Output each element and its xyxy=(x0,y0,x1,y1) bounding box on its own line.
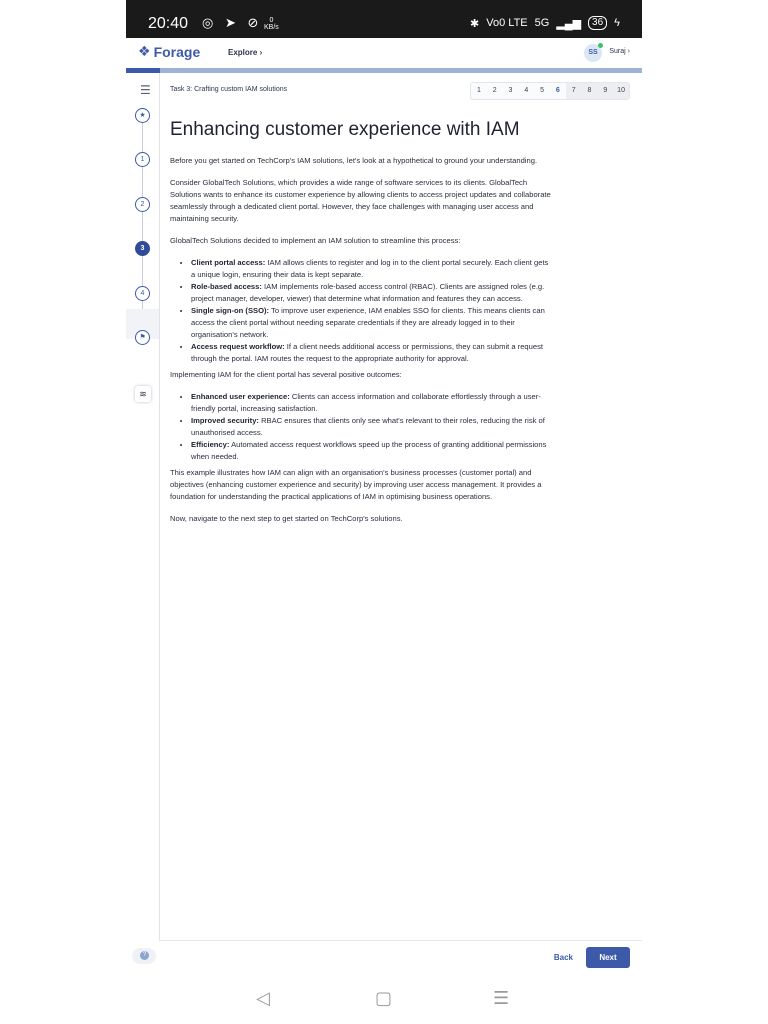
list-item xyxy=(191,281,554,305)
network-speed-value: 0 xyxy=(269,17,274,24)
page-stepper xyxy=(470,82,630,100)
explore-menu[interactable]: Explore › xyxy=(228,48,263,57)
list-item xyxy=(191,439,554,463)
page-1-link[interactable]: 1 xyxy=(476,87,481,94)
list-item-term: Enhanced user experience: xyxy=(191,392,290,401)
list-item-text: Automated access request workflows speed up the process of granting additional permissions when needed. xyxy=(191,440,547,461)
step-4[interactable]: 4 xyxy=(135,286,150,301)
solutions-list xyxy=(170,257,554,365)
decision-paragraph: GlobalTech Solutions decided to implement an IAM solution to streamline this process: xyxy=(170,236,461,245)
avatar-initials: SS xyxy=(588,49,598,56)
back-nav-icon[interactable]: ◁ xyxy=(256,988,270,1008)
wifi-icon[interactable]: ≋ xyxy=(135,386,151,402)
avatar[interactable] xyxy=(584,44,602,62)
outcomes-list xyxy=(170,391,554,463)
list-item-text: If a client needs additional access or permissions, they can submit a request through the portal. IAM routes the request to the appropriate authority for approval. xyxy=(191,342,544,363)
step-2[interactable]: 2 xyxy=(135,197,150,212)
bluetooth-icon: ✱ xyxy=(470,17,480,30)
task-label: Task 3: Crafting custom IAM solutions xyxy=(170,86,288,93)
list-item-text: To improve user experience, IAM enables SSO for clients. This means clients can access the client portal without needing separate credentials if they are already logged in to their organisation's network. xyxy=(191,306,545,339)
summary-paragraph: This example illustrates how IAM can align with an organisation's business processes (customer portal) and objectives (enhancing customer experience and security) by improving user access management. It provides a foundation for understanding the practical applications of IAM in optimising business operations. xyxy=(170,468,542,501)
network-type-indicator: 5G xyxy=(534,17,550,29)
list-item-term: Role-based access: xyxy=(191,282,262,291)
battery-level: 36 xyxy=(592,17,604,28)
network-speed xyxy=(264,17,279,31)
system-navigation-bar xyxy=(126,974,642,1024)
page-8-link[interactable]: 8 xyxy=(582,83,598,99)
list-item-term: Single sign-on (SSO): xyxy=(191,306,270,315)
page-9-link[interactable]: 9 xyxy=(597,83,613,99)
system-status-icons xyxy=(470,16,620,30)
list-item-text: IAM implements role-based access control (RBAC). Clients are assigned roles (e.g. project manager, developer, viewer) that determine what information and features they can access. xyxy=(191,282,545,303)
step-sidebar xyxy=(126,73,160,963)
scenario-paragraph: Consider GlobalTech Solutions, which provides a wide range of software services to its clients. GlobalTech Solutions wants to enhance its customer experience by allowing clients to access project updates and collaborate seamlessly through a dedicated client portal. However, they face challenges with managing user access and maintaining security. xyxy=(170,178,551,223)
phone-screen xyxy=(126,0,642,1024)
volte-indicator: Vo0 LTE xyxy=(486,17,528,29)
page-4-link[interactable]: 4 xyxy=(524,87,529,94)
charging-icon: ϟ xyxy=(614,17,620,29)
page-7-link[interactable]: 7 xyxy=(566,83,582,99)
list-item xyxy=(191,257,554,281)
home-nav-icon[interactable]: ▢ xyxy=(375,988,393,1008)
back-button[interactable]: Back xyxy=(553,953,573,962)
list-item xyxy=(191,415,554,439)
list-item-text: IAM allows clients to register and log in to the client portal securely. Each client gets a unique login, ensuring their data is kept separate. xyxy=(191,258,549,279)
list-item-term: Efficiency: xyxy=(191,440,230,449)
closing-paragraph: Now, navigate to the next step to get started on TechCorp's solutions. xyxy=(170,514,403,523)
list-item-term: Access request workflow: xyxy=(191,342,285,351)
page-title: Enhancing customer experience with IAM xyxy=(170,119,520,140)
status-time: 20:40 xyxy=(148,15,189,32)
help-icon: ? xyxy=(140,951,149,960)
recents-nav-icon[interactable]: ☰ xyxy=(493,988,510,1008)
article-body xyxy=(170,155,554,535)
step-3-current[interactable]: 3 xyxy=(135,241,150,256)
status-bar xyxy=(126,0,642,38)
network-speed-unit: KB/s xyxy=(264,24,279,31)
online-status-dot xyxy=(598,43,603,48)
user-menu[interactable]: Suraj › xyxy=(609,48,630,55)
task-progress-bar xyxy=(126,68,642,73)
page-3-link[interactable]: 3 xyxy=(508,87,513,94)
forage-logo-text: Forage xyxy=(153,43,201,60)
step-intro-star-icon[interactable]: ★ xyxy=(135,108,150,123)
help-chat-button[interactable] xyxy=(132,948,156,964)
list-item-text: RBAC ensures that clients only see what's relevant to their roles, reducing the risk of unauthorised access. xyxy=(191,416,545,437)
step-finish-flag-icon[interactable]: ⚑ xyxy=(135,330,150,345)
forage-logo[interactable] xyxy=(138,43,200,60)
menu-toggle-icon[interactable]: ☰ xyxy=(140,83,151,97)
intro-paragraph: Before you get started on TechCorp's IAM solutions, let's look at a hypothetical to ground your understanding. xyxy=(170,156,538,165)
battery-icon xyxy=(588,16,607,30)
list-item xyxy=(191,305,554,341)
signal-icon: ▂▄▆ xyxy=(556,17,582,30)
outcomes-intro: Implementing IAM for the client portal has several positive outcomes: xyxy=(170,370,402,379)
forage-logo-icon: ❖ xyxy=(138,43,151,59)
page-10-link[interactable]: 10 xyxy=(613,83,629,99)
top-navigation xyxy=(126,38,642,68)
page-5-link[interactable]: 5 xyxy=(540,87,545,94)
list-item-term: Improved security: xyxy=(191,416,259,425)
page-2-link[interactable]: 2 xyxy=(492,87,497,94)
page-6-current[interactable]: 6 xyxy=(555,87,560,94)
step-footer xyxy=(159,940,642,975)
list-item-term: Client portal access: xyxy=(191,258,266,267)
next-button[interactable]: Next xyxy=(586,947,630,968)
list-item xyxy=(191,341,554,365)
notification-icons: ◎ ➤ ⊘ xyxy=(202,15,263,30)
step-1[interactable]: 1 xyxy=(135,152,150,167)
list-item-text: Clients can access information and collaborate effortlessly through a user-friendly portal, increasing satisfaction. xyxy=(191,392,541,413)
list-item xyxy=(191,391,554,415)
